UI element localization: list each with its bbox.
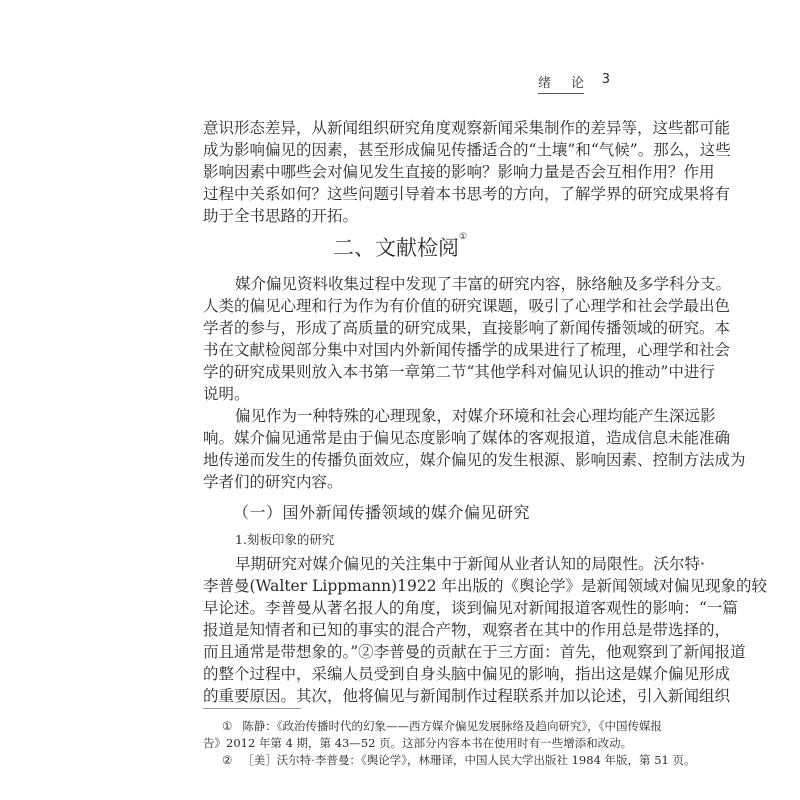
text-line: 的重要原因。其次，他将偏见与新闻制作过程联系并加以论述，引入新闻组织 [203, 687, 731, 705]
text-line: 说明。 [203, 385, 250, 403]
text-line: 意识形态差异，从新闻组织研究角度观察新闻采集制作的差异等，这些都可能 [203, 119, 731, 137]
text-line: 报道是知情者和已知的事实的混合产物，观察者在其中的作用总是带选择的， [203, 621, 731, 639]
page-number: 3 [601, 72, 610, 87]
text-line: 学者们的研究内容。 [203, 473, 343, 491]
text-line: 成为影响偏见的因素，甚至形成偏见传播适合的“土壤”和“气候”。那么，这些 [203, 141, 731, 159]
running-header [532, 72, 610, 92]
footnote-text: ［美］沃尔特·李普曼：《舆论学》，林珊译，中国人民大学出版社 1984 年版，第 51 页。 [242, 753, 696, 767]
text-line: 偏见作为一种特殊的心理现象，对媒介环境和社会心理均能产生深远影 [235, 407, 716, 425]
text-line: 影响因素中哪些会对偏见发生直接的影响？影响力量是否会互相作用？作用 [203, 163, 715, 181]
text-line: 地传递而发生的传播负面效应，媒介偏见的发生根源、影响因素、控制方法成为 [203, 451, 746, 469]
text-line: 李普曼(Walter Lippmann)1922 年出版的《舆论学》是新闻领域对偏见现象的较 [203, 577, 767, 595]
text-line: 助于全书思路的开拓。 [203, 207, 359, 225]
text-line: 人类的偏见心理和行为作为有价值的研究课题，吸引了心理学和社会学最出色 [203, 297, 731, 315]
subsubsection-heading: 1.刻板印象的研究 [235, 532, 335, 547]
section-heading-text: 二、文献检阅 [332, 236, 459, 260]
text-line: 的整个过程中，采编人员受到自身头脑中偏见的影响，指出这是媒介偏见形成 [203, 665, 731, 683]
text-line: 学的研究成果则放入本书第一章第二节“其他学科对偏见认识的推动”中进行 [203, 363, 715, 381]
footnote-1 [222, 718, 663, 734]
text-line: 而且通常是带想象的。”②李普曼的贡献在于三方面：首先，他观察到了新闻报道 [203, 643, 746, 661]
footnote-ref: ① [458, 232, 468, 242]
text-line: 早期研究对媒介偏见的关注集中于新闻从业者认知的局限性。沃尔特· [235, 555, 705, 573]
text-line: 早论述。李普曼从著名报人的角度，谈到偏见对新闻报道客观性的影响：“一篇 [203, 599, 738, 617]
text-line: 书在文献检阅部分集中对国内外新闻传播学的成果进行了梳理，心理学和社会 [203, 341, 731, 359]
text-line: 过程中关系如何？这些问题引导着本书思考的方向，了解学界的研究成果将有 [203, 185, 731, 203]
footnote-2 [222, 752, 696, 768]
text-line: 媒介偏见资料收集过程中发现了丰富的研究内容，脉络触及多学科分支。 [235, 275, 732, 293]
footnote-divider [203, 708, 301, 709]
chapter-title: 绪 论 [538, 72, 584, 94]
subsection-heading: （一）国外新闻传播领域的媒介偏见研究 [233, 503, 531, 522]
text-line: 学者的参与，形成了高质量的研究成果，直接影响了新闻传播领域的研究。本 [203, 319, 731, 337]
text-line: 响。媒介偏见通常是由于偏见态度影响了媒体的客观报道，造成信息未能准确 [203, 429, 731, 447]
footnote-mark: ② [222, 753, 233, 767]
footnote-mark: ① [222, 719, 233, 733]
footnote-text: 陈静：《政治传播时代的幻象——西方媒介偏见发展脉络及趋向研究》，《中国传媒报 [242, 719, 663, 733]
footnote-1-cont: 告》2012 年第 4 期，第 43—52 页。这部分内容本书在使用时有一些增添和改动。 [203, 736, 633, 750]
section-heading [0, 232, 800, 262]
